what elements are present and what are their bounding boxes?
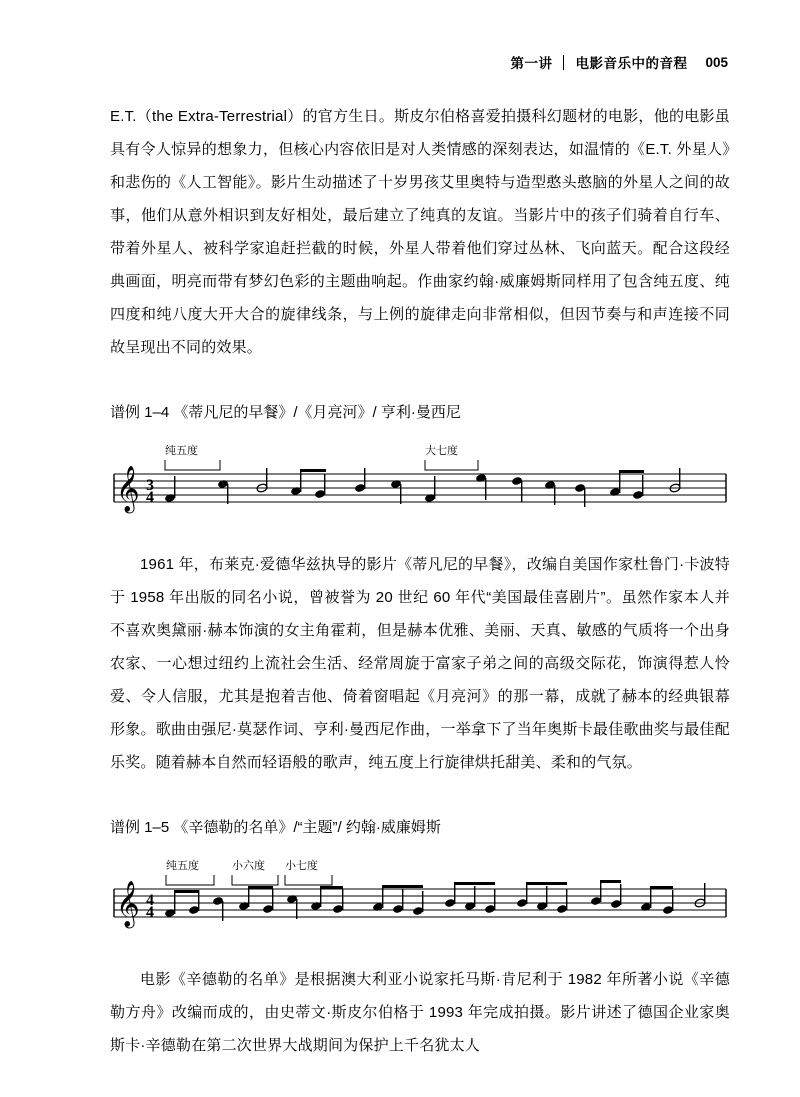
interval-label-perfect-fifth-2: 纯五度 xyxy=(166,860,199,872)
header-divider xyxy=(563,55,564,70)
music-score-1 xyxy=(110,442,730,514)
svg-text:3: 3 xyxy=(146,477,154,494)
header-title: 电影音乐中的音程 xyxy=(575,56,688,71)
page-content xyxy=(110,100,730,1062)
interval-label-minor-sixth: 小六度 xyxy=(232,860,265,872)
staff-notation-1 xyxy=(110,442,730,514)
header-chapter: 第一讲 xyxy=(510,56,553,71)
interval-label-major-seventh: 大七度 xyxy=(425,445,458,457)
paragraph-3: 电影《辛德勒的名单》是根据澳大利亚小说家托马斯·肯尼利于 1982 年所著小说《辛德勒方舟》改编而成的，由史蒂文·斯皮尔伯格于 1993 年完成拍摄。影片讲述了德国企业家奥斯卡·辛德勒在第二次世界大战期间为保护上千名犹太人 xyxy=(110,971,730,1054)
staff-notation-2 xyxy=(110,857,730,929)
example-caption-1: 谱例 1–4 《蒂凡尼的早餐》/《月亮河》/ 亨利·曼西尼 xyxy=(110,404,461,421)
page-number: 005 xyxy=(705,54,728,70)
svg-text:𝄞: 𝄞 xyxy=(116,466,140,512)
paragraph-2: 1961 年，布莱克·爱德华兹执导的影片《蒂凡尼的早餐》，改编自美国作家杜鲁门·卡波特于 1958 年出版的同名小说，曾被誉为 20 世纪 60 年代“美国最佳喜剧片”。虽然作家本人并不喜欢奥黛丽·赫本饰演的女主角霍莉，但是赫本优雅、美丽、天真、敏感的气质将一个出身农家、一心想过纽约上流社会生活、经常周旋于富家子弟之间的高级交际花，饰演得惹人怜爱、令人信服，尤其是抱着吉他、倚着窗唱起《月亮河》的那一幕，成就了赫本的经典银幕形象。歌曲由强尼·莫瑟作词、亨利·曼西尼作曲，一举拿下了当年奥斯卡最佳歌曲奖与最佳配乐奖。随着赫本自然而轻语般的歌声，纯五度上行旋律烘托甜美、柔和的气氛。 xyxy=(110,556,730,771)
svg-text:𝄞: 𝄞 xyxy=(116,881,140,927)
interval-label-minor-seventh: 小七度 xyxy=(285,860,318,872)
svg-text:4: 4 xyxy=(146,489,154,506)
paragraph-1: E.T.（the Extra-Terrestrial）的官方生日。斯皮尔伯格喜爱拍摄科幻题材的电影，他的电影虽具有令人惊异的想象力，但核心内容依旧是对人类情感的深刻表达，如温情的《E.T. 外星人》和悲伤的《人工智能》。影片生动描述了十岁男孩艾里奥特与造型憨头憨脑的外星人之间的故事，他们从意外相识到友好相处，最后建立了纯真的友谊。当影片中的孩子们骑着自行车、带着外星人、被科学家追赶拦截的时候，外星人带着他们穿过丛林、飞向蓝天。配合这段经典画面，明亮而带有梦幻色彩的主题曲响起。作曲家约翰·威廉姆斯同样用了包含纯五度、纯四度和纯八度大开大合的旋律线条，与上例的旋律走向非常相似，但因节奏与和声连接不同故呈现出不同的效果。 xyxy=(110,108,730,356)
svg-text:4: 4 xyxy=(146,904,154,921)
music-score-2 xyxy=(110,857,730,929)
example-caption-2: 谱例 1–5 《辛德勒的名单》/“主题”/ 约翰·威廉姆斯 xyxy=(110,819,441,836)
interval-label-perfect-fifth-1: 纯五度 xyxy=(165,445,198,457)
page-header xyxy=(510,52,728,72)
svg-text:4: 4 xyxy=(146,892,154,909)
